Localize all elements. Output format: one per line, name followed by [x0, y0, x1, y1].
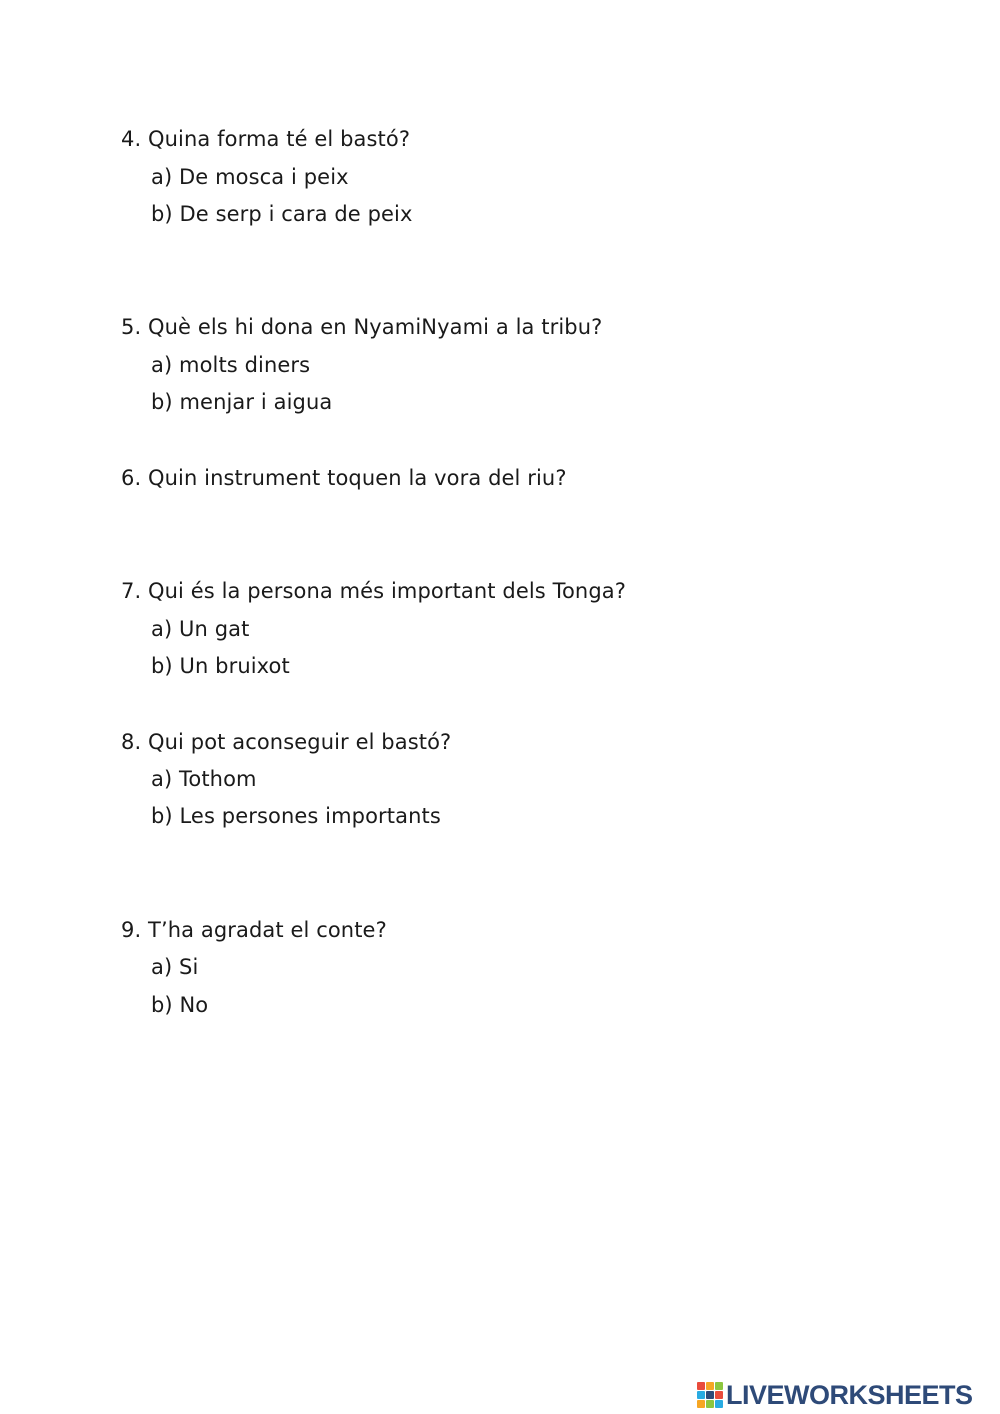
- question-8-option-a[interactable]: a) Tothom: [151, 767, 257, 791]
- question-8-option-b[interactable]: b) Les persones importants: [151, 804, 441, 828]
- question-6: 6. Quin instrument toquen la vora del riu?: [121, 466, 567, 490]
- question-8: 8. Qui pot aconseguir el bastó?: [121, 730, 452, 754]
- question-7-option-b[interactable]: b) Un bruixot: [151, 654, 290, 678]
- question-9: 9. T’ha agradat el conte?: [121, 918, 387, 942]
- question-5: 5. Què els hi dona en NyamiNyami a la tribu?: [121, 315, 603, 339]
- liveworksheets-logo-icon: [697, 1382, 723, 1408]
- question-5-option-b[interactable]: b) menjar i aigua: [151, 390, 333, 414]
- question-9-option-b[interactable]: b) No: [151, 993, 209, 1017]
- question-4: 4. Quina forma té el bastó?: [121, 127, 411, 151]
- liveworksheets-wordmark: LIVEWORKSHEETS: [726, 1379, 973, 1410]
- liveworksheets-brand: [697, 1380, 973, 1410]
- question-4-option-b[interactable]: b) De serp i cara de peix: [151, 202, 413, 226]
- question-7: 7. Qui és la persona més important dels Tonga?: [121, 579, 626, 603]
- question-7-option-a[interactable]: a) Un gat: [151, 617, 250, 641]
- question-4-option-a[interactable]: a) De mosca i peix: [151, 165, 349, 189]
- question-5-option-a[interactable]: a) molts diners: [151, 353, 311, 377]
- question-9-option-a[interactable]: a) Si: [151, 955, 199, 979]
